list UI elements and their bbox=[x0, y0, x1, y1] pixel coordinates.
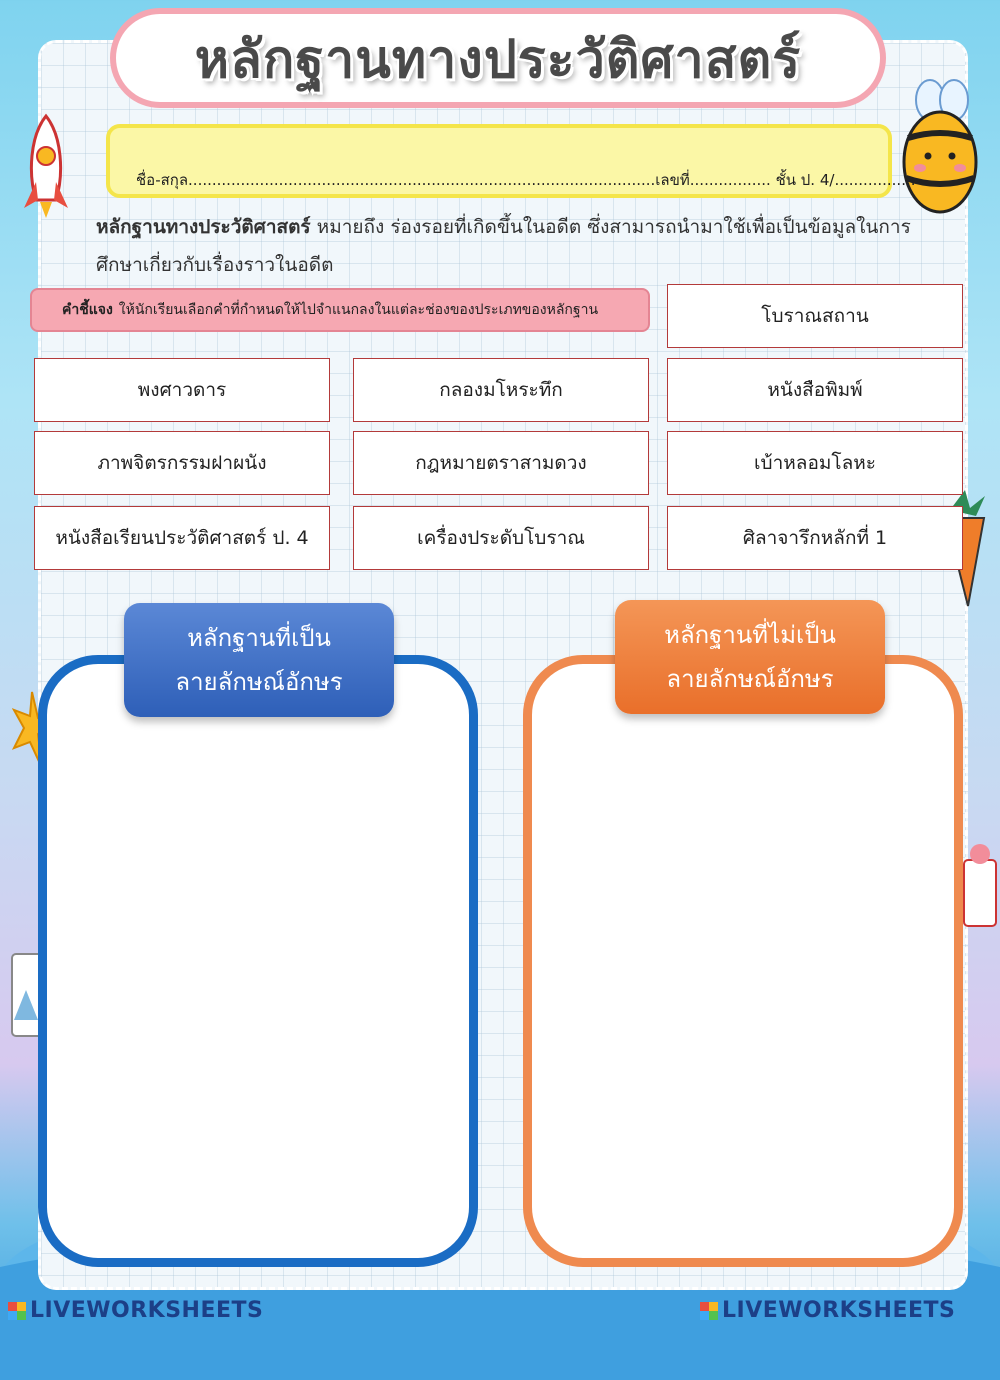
drag-card-ancient-site[interactable]: โบราณสถาน bbox=[667, 284, 963, 348]
liveworksheets-logo-icon bbox=[8, 1302, 26, 1320]
footer-brand-left bbox=[8, 1298, 263, 1323]
rocket-icon bbox=[18, 112, 74, 222]
definition-paragraph bbox=[96, 208, 916, 284]
drag-card-bronze-drum[interactable]: กลองมโหระทึก bbox=[353, 358, 649, 422]
category-label-unwritten bbox=[615, 600, 885, 714]
footer-brand-text-left: LIVEWORKSHEETS bbox=[30, 1298, 264, 1323]
drag-card-three-seals-law[interactable]: กฎหมายตราสามดวง bbox=[353, 431, 649, 495]
drag-card-stone-inscription[interactable]: ศิลาจารึกหลักที่ 1 bbox=[667, 506, 963, 570]
definition-term: หลักฐานทางประวัติศาสตร์ bbox=[96, 216, 311, 238]
category-unwritten-line1: หลักฐานที่ไม่เป็น bbox=[664, 621, 836, 649]
drop-zone-unwritten-evidence[interactable] bbox=[523, 655, 963, 1267]
drag-card-ancient-jewelry[interactable]: เครื่องประดับโบราณ bbox=[353, 506, 649, 570]
student-info-line: ชื่อ-สกุล..................................................................................................เลขที่................. ชั้น ป. 4/................. bbox=[136, 171, 916, 189]
drop-zone-written-evidence[interactable] bbox=[38, 655, 478, 1267]
drag-card-chronicle[interactable]: พงศาวดาร bbox=[34, 358, 330, 422]
drag-card-mural-painting[interactable]: ภาพจิตรกรรมฝาผนัง bbox=[34, 431, 330, 495]
category-unwritten-line2: ลายลักษณ์อักษร bbox=[666, 665, 834, 693]
drag-card-newspaper[interactable]: หนังสือพิมพ์ bbox=[667, 358, 963, 422]
category-label-written bbox=[124, 603, 394, 717]
page-title: หลักฐานทางประวัติศาสตร์ bbox=[194, 29, 802, 90]
instruction-label: คำชี้แจง bbox=[62, 302, 113, 318]
instruction-bar bbox=[30, 288, 650, 332]
drag-card-history-textbook[interactable]: หนังสือเรียนประวัติศาสตร์ ป. 4 bbox=[34, 506, 330, 570]
category-written-line1: หลักฐานที่เป็น bbox=[187, 624, 331, 652]
category-written-line2: ลายลักษณ์อักษร bbox=[175, 668, 343, 696]
footer-brand-right bbox=[700, 1298, 955, 1323]
footer-brand-text-right: LIVEWORKSHEETS bbox=[722, 1298, 956, 1323]
instruction-text: ให้นักเรียนเลือกคำที่กำหนดให้ไปจำแนกลงในแต่ละช่องของประเภทของหลักฐาน bbox=[118, 302, 599, 318]
envelope-icon bbox=[962, 840, 998, 930]
liveworksheets-logo-icon bbox=[700, 1302, 718, 1320]
title-banner bbox=[110, 8, 886, 108]
definition-text: หมายถึง ร่องรอยที่เกิดขึ้นในอดีต ซึ่งสามารถนำมาใช้เพื่อเป็นข้อมูลในการศึกษาเกี่ยวกับเรื่องราวในอดีต bbox=[96, 216, 911, 276]
drag-card-metal-mold[interactable]: เบ้าหลอมโลหะ bbox=[667, 431, 963, 495]
student-info-box bbox=[106, 124, 916, 198]
bee-icon bbox=[900, 78, 980, 218]
